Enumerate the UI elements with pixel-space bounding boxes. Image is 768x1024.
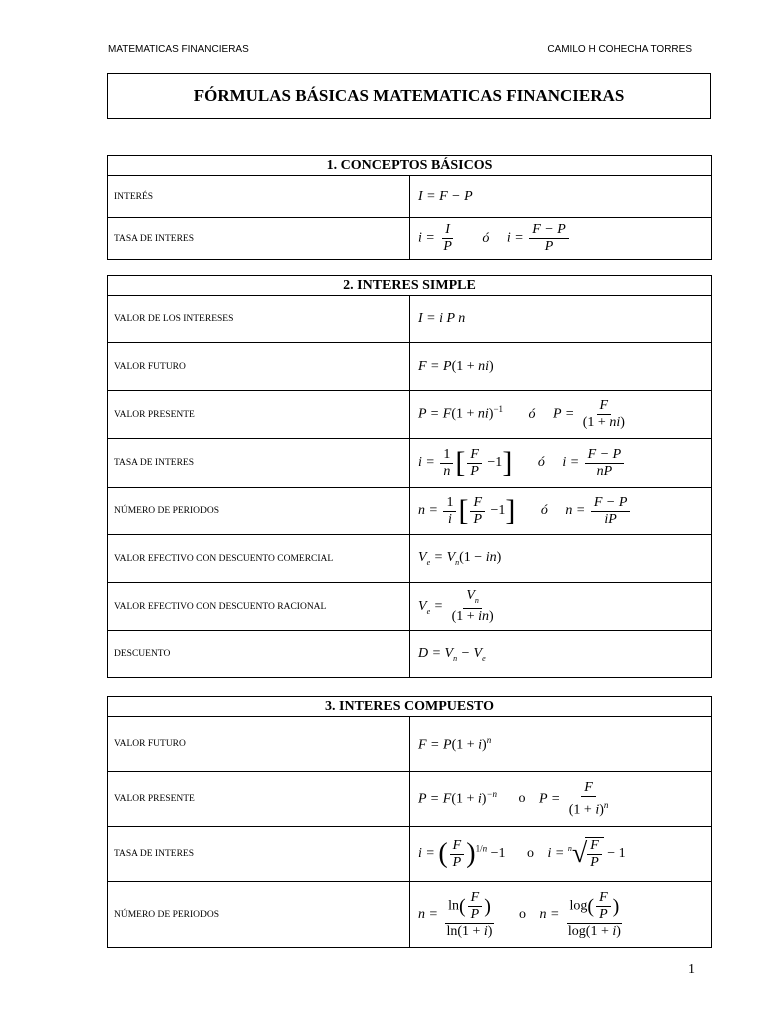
- row-label: TASA DE INTERES: [108, 218, 410, 260]
- formula: i = ( $\frac{F}{P}$ )$^{1/n}$ −1 o i = n √ $\frac{F}{P}$ − 1: [410, 827, 712, 882]
- row-label: TASA DE INTERES: [108, 439, 410, 488]
- formula: $D = V_n - V_e$: [410, 631, 712, 678]
- row-label: VALOR FUTURO: [108, 343, 410, 391]
- formula: $V_e = V_n(1 - in)$: [410, 535, 712, 583]
- section-heading: 1. CONCEPTOS BÁSICOS: [108, 156, 712, 176]
- row-label: INTERÉS: [108, 176, 410, 218]
- formula: I = F − P: [410, 176, 712, 218]
- formula: $F = P(1 + i)^n$: [410, 717, 712, 772]
- formula: n = $\frac{1}{i}$ [ $\frac{F}{P}$ −1] ó n = $\frac{F - P}{iP}$: [410, 488, 712, 535]
- section-heading: 3. INTERES COMPUESTO: [108, 697, 712, 717]
- row-label: VALOR PRESENTE: [108, 772, 410, 827]
- page-title: FÓRMULAS BÁSICAS MATEMATICAS FINANCIERAS: [107, 73, 711, 119]
- section-heading: 2. INTERES SIMPLE: [108, 276, 712, 296]
- header-right: CAMILO H COHECHA TORRES: [547, 44, 692, 55]
- section-interes-compuesto: [107, 696, 712, 948]
- page-number: 1: [688, 962, 695, 977]
- formula: $V_e$ = $\frac{V_n}{(1 + in)}$: [410, 583, 712, 631]
- formula: i = $\frac{I}{P}$ ó i = $\frac{F - P}{P}$: [410, 218, 712, 260]
- formula: $P = F(1 + i)^{-n}$ o P = $\frac{F}{(1 + i)^n}$: [410, 772, 712, 827]
- formula: i = $\frac{1}{n}$ [ $\frac{F}{P}$ −1] ó i = $\frac{F - P}{nP}$: [410, 439, 712, 488]
- row-label: VALOR EFECTIVO CON DESCUENTO RACIONAL: [108, 583, 410, 631]
- section-interes-simple: [107, 275, 712, 678]
- formula: F = P(1 + ni): [410, 343, 712, 391]
- row-label: VALOR FUTURO: [108, 717, 410, 772]
- row-label: VALOR DE LOS INTERESES: [108, 296, 410, 343]
- header-left: MATEMATICAS FINANCIERAS: [108, 44, 249, 55]
- row-label: DESCUENTO: [108, 631, 410, 678]
- row-label: VALOR PRESENTE: [108, 391, 410, 439]
- row-label: TASA DE INTERES: [108, 827, 410, 882]
- formula: P = F(1 + ni)$^{-1}$ ó P = $\frac{F}{(1 + ni)}$: [410, 391, 712, 439]
- row-label: VALOR EFECTIVO CON DESCUENTO COMERCIAL: [108, 535, 410, 583]
- formula: I = i P n: [410, 296, 712, 343]
- section-conceptos-basicos: [107, 155, 712, 260]
- row-label: NÚMERO DE PERIODOS: [108, 488, 410, 535]
- row-label: NÚMERO DE PERIODOS: [108, 882, 410, 948]
- formula: n = ln( $\frac{F}{P}$ ) ln(1 + i) o n = log( $\frac{F}{P}$ ) log(1 + i): [410, 882, 712, 948]
